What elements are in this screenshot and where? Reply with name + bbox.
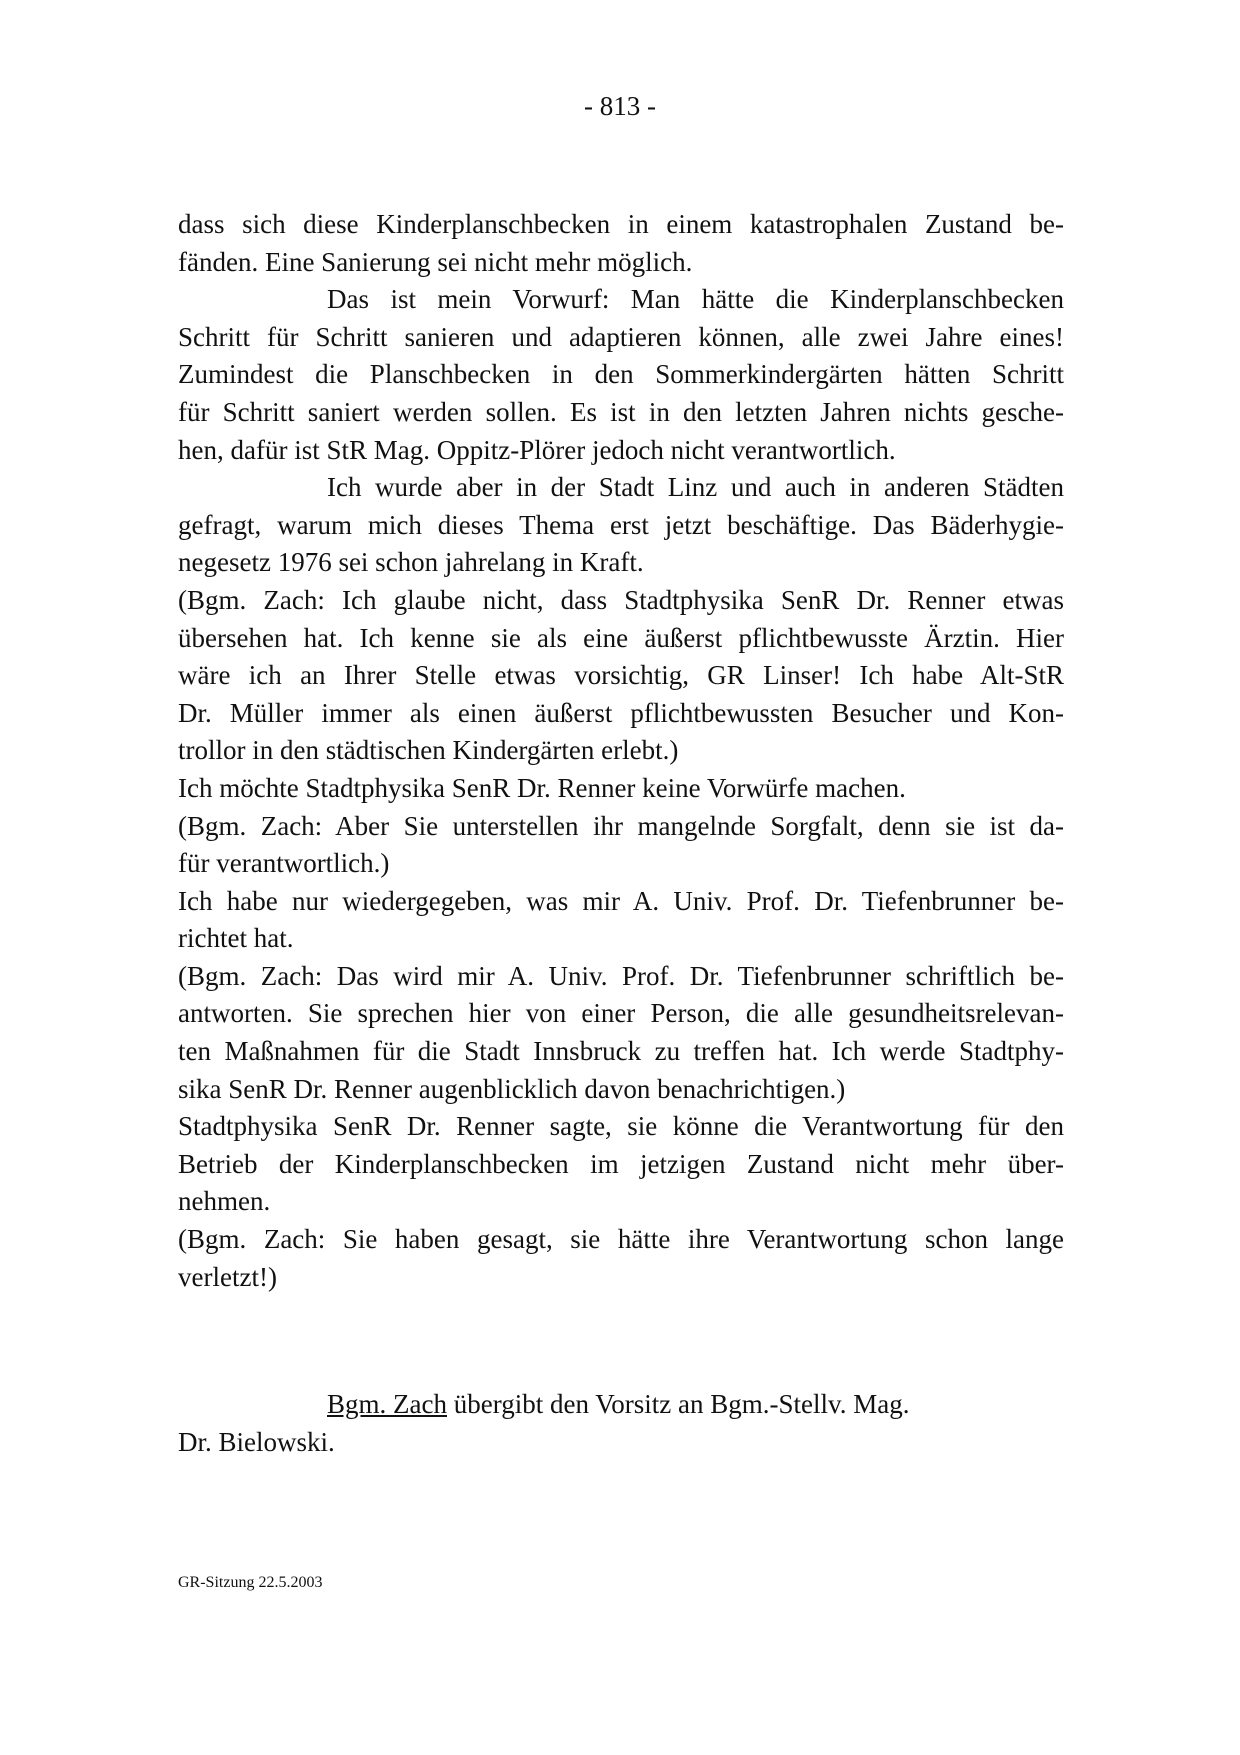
text-line: Schritt für Schritt sanieren und adaptieren können, alle zwei Jahre eines! [178,321,1064,352]
text-line: gefragt, warum mich dieses Thema erst jetzt beschäftige. Das Bäderhygie- [178,509,1064,540]
text-line: wäre ich an Ihrer Stelle etwas vorsichtig, GR Linser! Ich habe Alt-StR [178,660,1064,691]
text-line: antworten. Sie sprechen hier von einer Person, die alle gesundheitsrelevan- [178,998,1064,1029]
text-line: negesetz 1976 sei schon jahrelang in Kraft. [178,547,644,578]
page-footer: GR-Sitzung 22.5.2003 [178,1574,323,1591]
text-line: Das ist mein Vorwurf: Man hätte die Kinderplanschbecken [327,284,1064,315]
text-line: Zumindest die Planschbecken in den Sommerkindergärten hätten Schritt [178,359,1064,390]
text-line: fänden. Eine Sanierung sei nicht mehr möglich. [178,246,693,277]
text-line: Ich habe nur wiedergegeben, was mir A. Univ. Prof. Dr. Tiefenbrunner be- [178,885,1064,916]
text-line: hen, dafür ist StR Mag. Oppitz-Plörer jedoch nicht verantwortlich. [178,434,896,465]
text-line: Ich wurde aber in der Stadt Linz und auch in anderen Städten [327,472,1064,503]
speaker-name: Bgm. Zach [327,1389,447,1419]
text-line: Ich möchte Stadtphysika SenR Dr. Renner keine Vorwürfe machen. [178,772,906,803]
text-line: (Bgm. Zach: Sie haben gesagt, sie hätte ihre Verantwortung schon lange [178,1224,1064,1255]
text-line: (Bgm. Zach: Aber Sie unterstellen ihr mangelnde Sorgfalt, denn sie ist da- [178,810,1064,841]
text-line: richtet hat. [178,923,294,954]
text-line: sika SenR Dr. Renner augenblicklich davon benachrichtigen.) [178,1073,846,1104]
text-line: (Bgm. Zach: Ich glaube nicht, dass Stadtphysika SenR Dr. Renner etwas [178,584,1064,615]
page-number: - 813 - [584,91,656,121]
handover-line [178,1386,1064,1424]
text-line: dass sich diese Kinderplanschbecken in einem katastrophalen Zustand be- [178,209,1064,239]
text-line: ten Maßnahmen für die Stadt Innsbruck zu treffen hat. Ich werde Stadtphy- [178,1036,1064,1067]
text-line: übersehen hat. Ich kenne sie als eine äußerst pflichtbewusste Ärztin. Hier [178,622,1064,653]
text-line: Betrieb der Kinderplanschbecken im jetzigen Zustand nicht mehr über- [178,1148,1064,1179]
text-line: nehmen. [178,1186,271,1217]
body-text [178,206,1064,1296]
chair-handover-note [178,1386,1064,1461]
text-line: verletzt!) [178,1261,277,1292]
text-line: Stadtphysika SenR Dr. Renner sagte, sie könne die Verantwortung für den [178,1111,1064,1142]
handover-line-2: Dr. Bielowski. [178,1426,335,1457]
text-line: für verantwortlich.) [178,848,390,879]
text-line: (Bgm. Zach: Das wird mir A. Univ. Prof. Dr. Tiefenbrunner schriftlich be- [178,960,1064,991]
text-line: Dr. Müller immer als einen äußerst pflichtbewussten Besucher und Kon- [178,697,1064,728]
handover-text: übergibt den Vorsitz an Bgm.-Stellv. Mag. [446,1389,910,1419]
text-line: für Schritt saniert werden sollen. Es ist in den letzten Jahren nichts gesche- [178,396,1064,427]
text-line: trollor in den städtischen Kindergärten erlebt.) [178,735,679,766]
